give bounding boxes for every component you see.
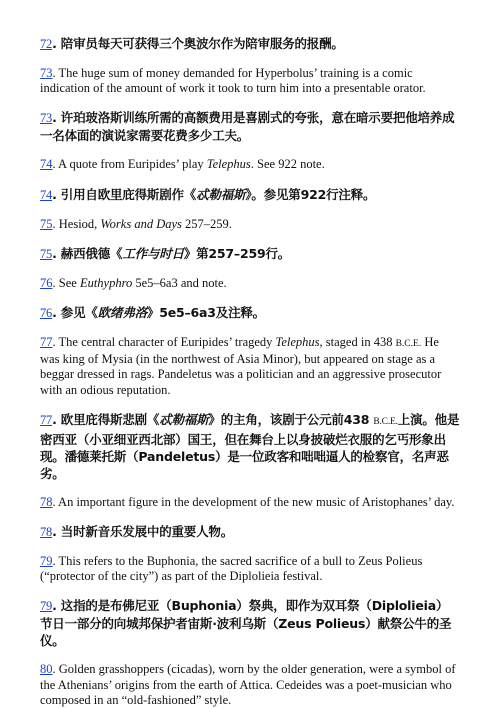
note-zh [40, 597, 460, 649]
note-italic-text: Works and Days [100, 216, 182, 231]
note-number-link[interactable]: 77 [40, 335, 53, 350]
note-en [40, 554, 460, 584]
note-italic-text: 忒勒福斯 [196, 186, 246, 202]
note-text: 》。参见第922行注释。 [245, 186, 376, 202]
note-text: . The huge sum of money demanded for Hyperbolus’ training is a comic indication of the amount of work it took to turn him into a presentable orator. [40, 66, 426, 96]
note-text: 》的主角，该剧于公元前438 [208, 411, 374, 427]
note-text: . See [52, 275, 80, 290]
note-number-link[interactable]: 76 [40, 275, 53, 290]
note-text: . 当时新音乐发展中的重要人物。 [52, 524, 234, 540]
note-text: 上演。他是密西亚（小亚细亚西北部）国王，但在舞台上以身披破烂衣服的乞丐形象出现。潘德莱托斯（Pandeletus）是一位政客和咄咄逼人的检察官，名声恶劣。 [40, 411, 460, 481]
note-zh [40, 411, 460, 482]
note-number-link[interactable]: 72 [40, 37, 53, 51]
note-number-link[interactable]: 80 [40, 662, 53, 677]
notes-list [40, 35, 460, 708]
note-smallcaps-text: B.C.E. [373, 416, 398, 427]
note-zh [40, 304, 460, 322]
note-text: . 许珀玻洛斯训练所需的高额费用是喜剧式的夸张，意在暗示要把他培养成一名体面的演说家需要花费多少工夫。 [40, 110, 455, 144]
note-zh [40, 35, 460, 53]
note-number-link[interactable]: 78 [40, 525, 53, 540]
note-text: . 陪审员每天可获得三个奥波尔作为陪审服务的报酬。 [52, 36, 344, 51]
note-number-link[interactable]: 75 [40, 216, 53, 231]
note-number-link[interactable]: 77 [40, 412, 53, 427]
note-text: . See 922 note. [250, 157, 325, 172]
note-en [40, 495, 460, 510]
note-text: 》5e5–6a3及注释。 [146, 305, 265, 321]
note-number-link[interactable]: 76 [40, 306, 53, 321]
note-text: . The central character of Euripides’ tragedy [52, 335, 276, 350]
note-number-link[interactable]: 79 [40, 599, 53, 614]
note-en [40, 662, 460, 708]
note-number-link[interactable]: 74 [40, 187, 53, 202]
note-en [40, 66, 460, 96]
note-italic-text: Telephus [275, 335, 320, 350]
note-text: . 这指的是布佛尼亚（Buphonia）祭典，即作为双耳祭（Diplolieia）节日一部分的向城邦保护者宙斯·波利乌斯（Zeus Polieus）献祭公牛的圣仪。 [40, 598, 452, 649]
note-en [40, 335, 460, 398]
note-smallcaps-text: B.C.E. [395, 339, 422, 350]
note-text: 5e5–6a3 and note. [132, 275, 227, 290]
note-zh [40, 109, 460, 144]
note-en [40, 217, 460, 232]
note-number-link[interactable]: 75 [40, 246, 53, 261]
note-zh [40, 186, 460, 204]
note-text: 》第257–259行。 [183, 245, 291, 261]
note-en [40, 276, 460, 291]
note-text: . 赫西俄德《 [52, 245, 123, 261]
note-zh [40, 245, 460, 263]
note-italic-text: 忒勒福斯 [159, 411, 209, 427]
note-text: . 引用自欧里庇得斯剧作《 [52, 186, 197, 202]
note-text: , staged in 438 [319, 335, 396, 350]
note-italic-text: Telephus [206, 157, 251, 172]
note-text: . A quote from Euripides’ play [52, 157, 207, 172]
note-text: . Golden grasshoppers (cicadas), worn by the older generation, were a symbol of the Athenians’ origins from the earth of Attica. Cedeides was a poet-musician who composed in an “old-fashioned” style. [40, 662, 456, 707]
note-italic-text: Euthyphro [79, 275, 133, 290]
note-number-link[interactable]: 73 [40, 66, 53, 80]
note-number-link[interactable]: 78 [40, 494, 53, 509]
note-text: 257–259. [181, 216, 232, 231]
note-number-link[interactable]: 73 [40, 111, 53, 126]
note-number-link[interactable]: 74 [40, 157, 53, 172]
note-text: . This refers to the Buphonia, the sacred sacrifice of a bull to Zeus Polieus (“protector of the city”) as part of the Diplolieia festival. [40, 554, 423, 584]
note-text: . 欧里庇得斯悲剧《 [52, 411, 160, 427]
note-text: . An important figure in the development of the new music of Aristophanes’ day. [52, 494, 455, 509]
note-en [40, 157, 460, 172]
note-text: He was king of Mysia (in the northwest of Asia Minor), but appeared on stage as a beggar dressed in rags. Pandeletus was a politician and an aggressive prosecutor with an odious reputation. [40, 335, 442, 397]
note-italic-text: 工作与时日 [122, 245, 184, 261]
note-zh [40, 523, 460, 541]
note-text: . Hesiod, [52, 216, 101, 231]
note-text: . 参见《 [52, 305, 98, 321]
note-italic-text: 欧绪弗洛 [97, 305, 147, 321]
note-number-link[interactable]: 79 [40, 554, 53, 569]
